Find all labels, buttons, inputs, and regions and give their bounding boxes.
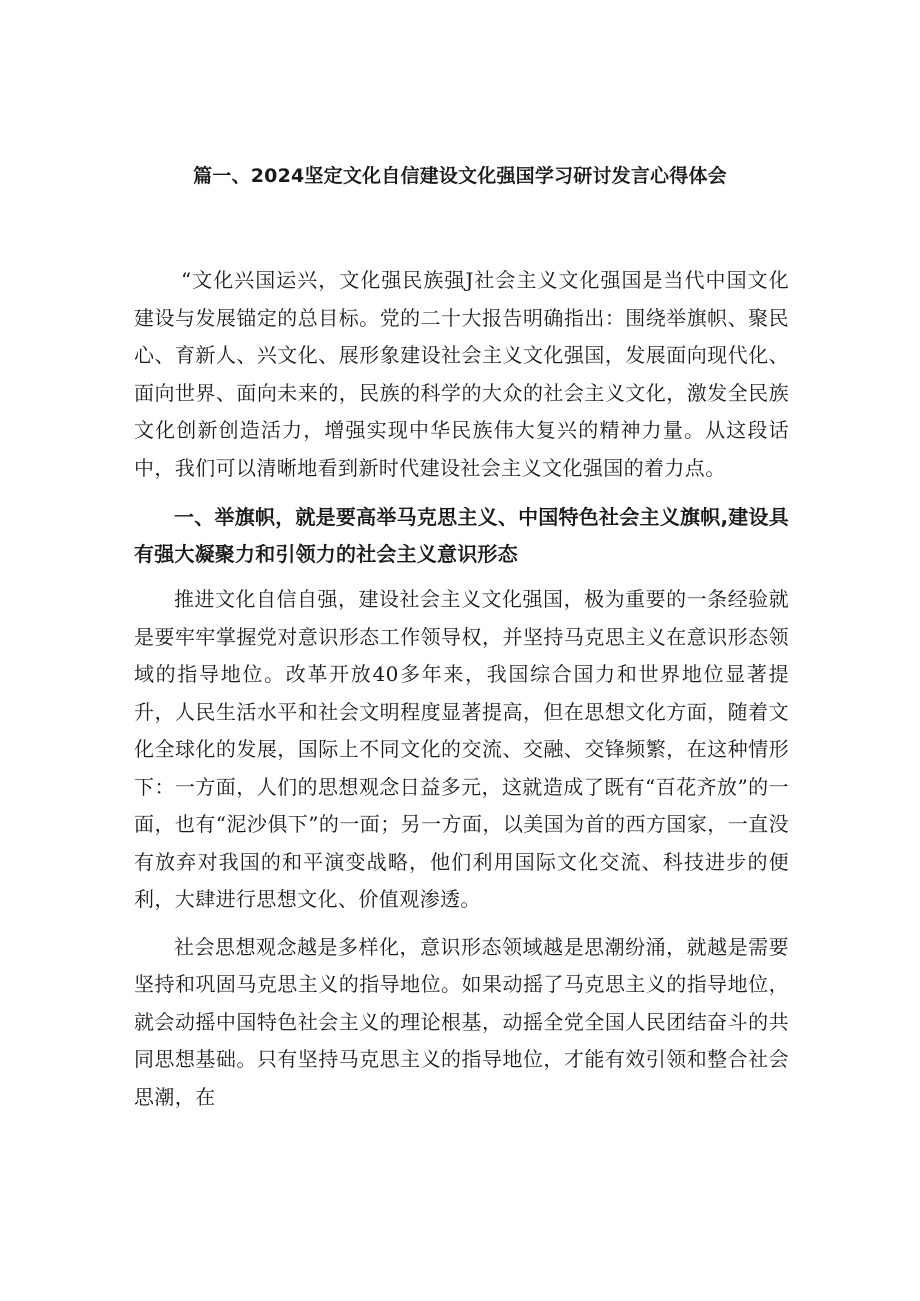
document-body <box>134 262 789 1116</box>
section-heading: 一、举旗帜，就是要高举马克思主义、中国特色社会主义旗帜,建设具有强大凝聚力和引领力的社会主义意识形态 <box>134 505 789 566</box>
document-title: 篇一、2024坚定文化自信建设文化强国学习研讨发言心得体会 <box>193 165 727 187</box>
intro-paragraph: “文化兴国运兴，文化强民族强J社会主义文化强国是当代中国文化建设与发展锚定的总目标。党的二十大报告明确指出：围绕举旗帜、聚民心、育新人、兴文化、展形象建设社会主义文化强国，发展面向现代化、面向世界、面向未来的，民族的科学的大众的社会主义文化，激发全民族文化创新创造活力，增强实现中华民族伟大复兴的精神力量。从这段话中，我们可以清晰地看到新时代建设社会主义文化强国的着力点。 <box>134 268 789 480</box>
body-paragraph: 推进文化自信自强，建设社会主义文化强国，极为重要的一条经验就是要牢牢掌握党对意识形态工作领导权，并坚持马克思主义在意识形态领域的指导地位。改革开放40多年来，我国综合国力和世界地位显著提升，人民生活水平和社会文明程度显著提高，但在思想文化方面，随着文化全球化的发展，国际上不同文化的交流、交融、交锋频繁，在这种情形下：一方面，人们的思想观念日益多元，这就造成了既有“百花齐放”的一面，也有“泥沙俱下”的一面；另一方面，以美国为首的西方国家，一直没有放弃对我国的和平演变战略，他们利用国际文化交流、科技进步的便利，大肆进行思想文化、价值观渗透。 <box>134 587 789 911</box>
body-paragraph: 社会思想观念越是多样化，意识形态领域越是思潮纷涌，就越是需要坚持和巩固马克思主义的指导地位。如果动摇了马克思主义的指导地位，就会动摇中国特色社会主义的理论根基，动摇全党全国人民团结奋斗的共同思想基础。只有坚持马克思主义的指导地位，才能有效引领和整合社会思潮，在 <box>134 934 789 1109</box>
